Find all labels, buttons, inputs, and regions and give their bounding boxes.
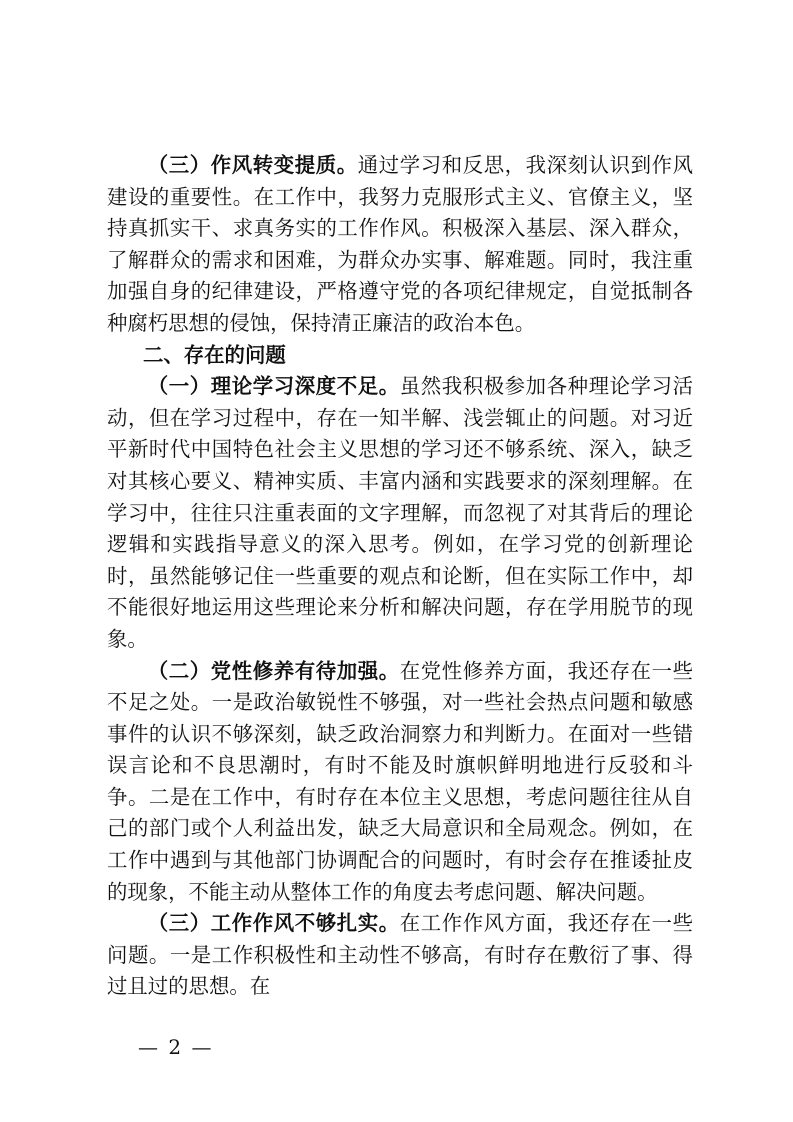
- paragraph-body: 虽然我积极参加各种理论学习活动，但在学习过程中，存在一知半解、浅尝辄止的问题。对习近平新时代中国特色社会主义思想的学习还不够系统、深入，缺乏对其核心要义、精神实质、丰富内涵和实践要求的深刻理解。在学习中，往往只注重表面的文字理解，而忽视了对其背后的理论逻辑和实践指导意义的深入思考。例如，在学习党的创新理论时，虽然能够记住一些重要的观点和论断，但在实际工作中，却不能很好地运用这些理论来分析和解决问题，存在学用脱节的现象。: [107, 374, 694, 651]
- paragraph-body: 通过学习和反思，我深刻认识到作风建设的重要性。在工作中，我努力克服形式主义、官僚主义，坚持真抓实干、求真务实的工作作风。积极深入基层、深入群众，了解群众的需求和困难，为群众办实事、解难题。同时，我注重加强自身的纪律建设，严格遵守党的各项纪律规定，自觉抵制各种腐朽思想的侵蚀，保持清正廉洁的政治本色。: [107, 153, 694, 335]
- paragraph-work-style-problems: [107, 908, 693, 1003]
- paragraph-lead: （一）理论学习深度不足。: [147, 374, 400, 399]
- paragraph-body: 在工作作风方面，我还存在一些问题。一是工作积极性和主动性不够高，有时存在敷衍了事、得过且过的思想。在: [107, 911, 694, 999]
- paragraph-theory-study: [107, 371, 693, 655]
- paragraph-work-style-improvement: [107, 150, 693, 340]
- paragraph-lead: （三）作风转变提质。: [147, 153, 358, 177]
- paragraph-party-spirit: [107, 656, 693, 909]
- paragraph-lead: （三）工作作风不够扎实。: [147, 911, 400, 936]
- paragraph-body: 在党性修养方面，我还存在一些不足之处。一是政治敏锐性不够强，对一些社会热点问题和敏感事件的认识不够深刻，缺乏政治洞察力和判断力。在面对一些错误言论和不良思潮时，有时不能及时旗帜鲜明地进行反驳和斗争。二是在工作中，有时存在本位主义思想，考虑问题往往从自己的部门或个人利益出发，缺乏大局意识和全局观念。例如，在工作中遇到与其他部门协调配合的问题时，有时会存在推诿扯皮的现象，不能主动从整体工作的角度去考虑问题、解决问题。: [107, 658, 694, 904]
- section-heading-existing-problems: 二、存在的问题: [143, 342, 286, 367]
- page-number: — 2 —: [138, 1035, 214, 1059]
- paragraph-lead: （二）党性修养有待加强。: [147, 658, 400, 683]
- body-text: [107, 150, 693, 1003]
